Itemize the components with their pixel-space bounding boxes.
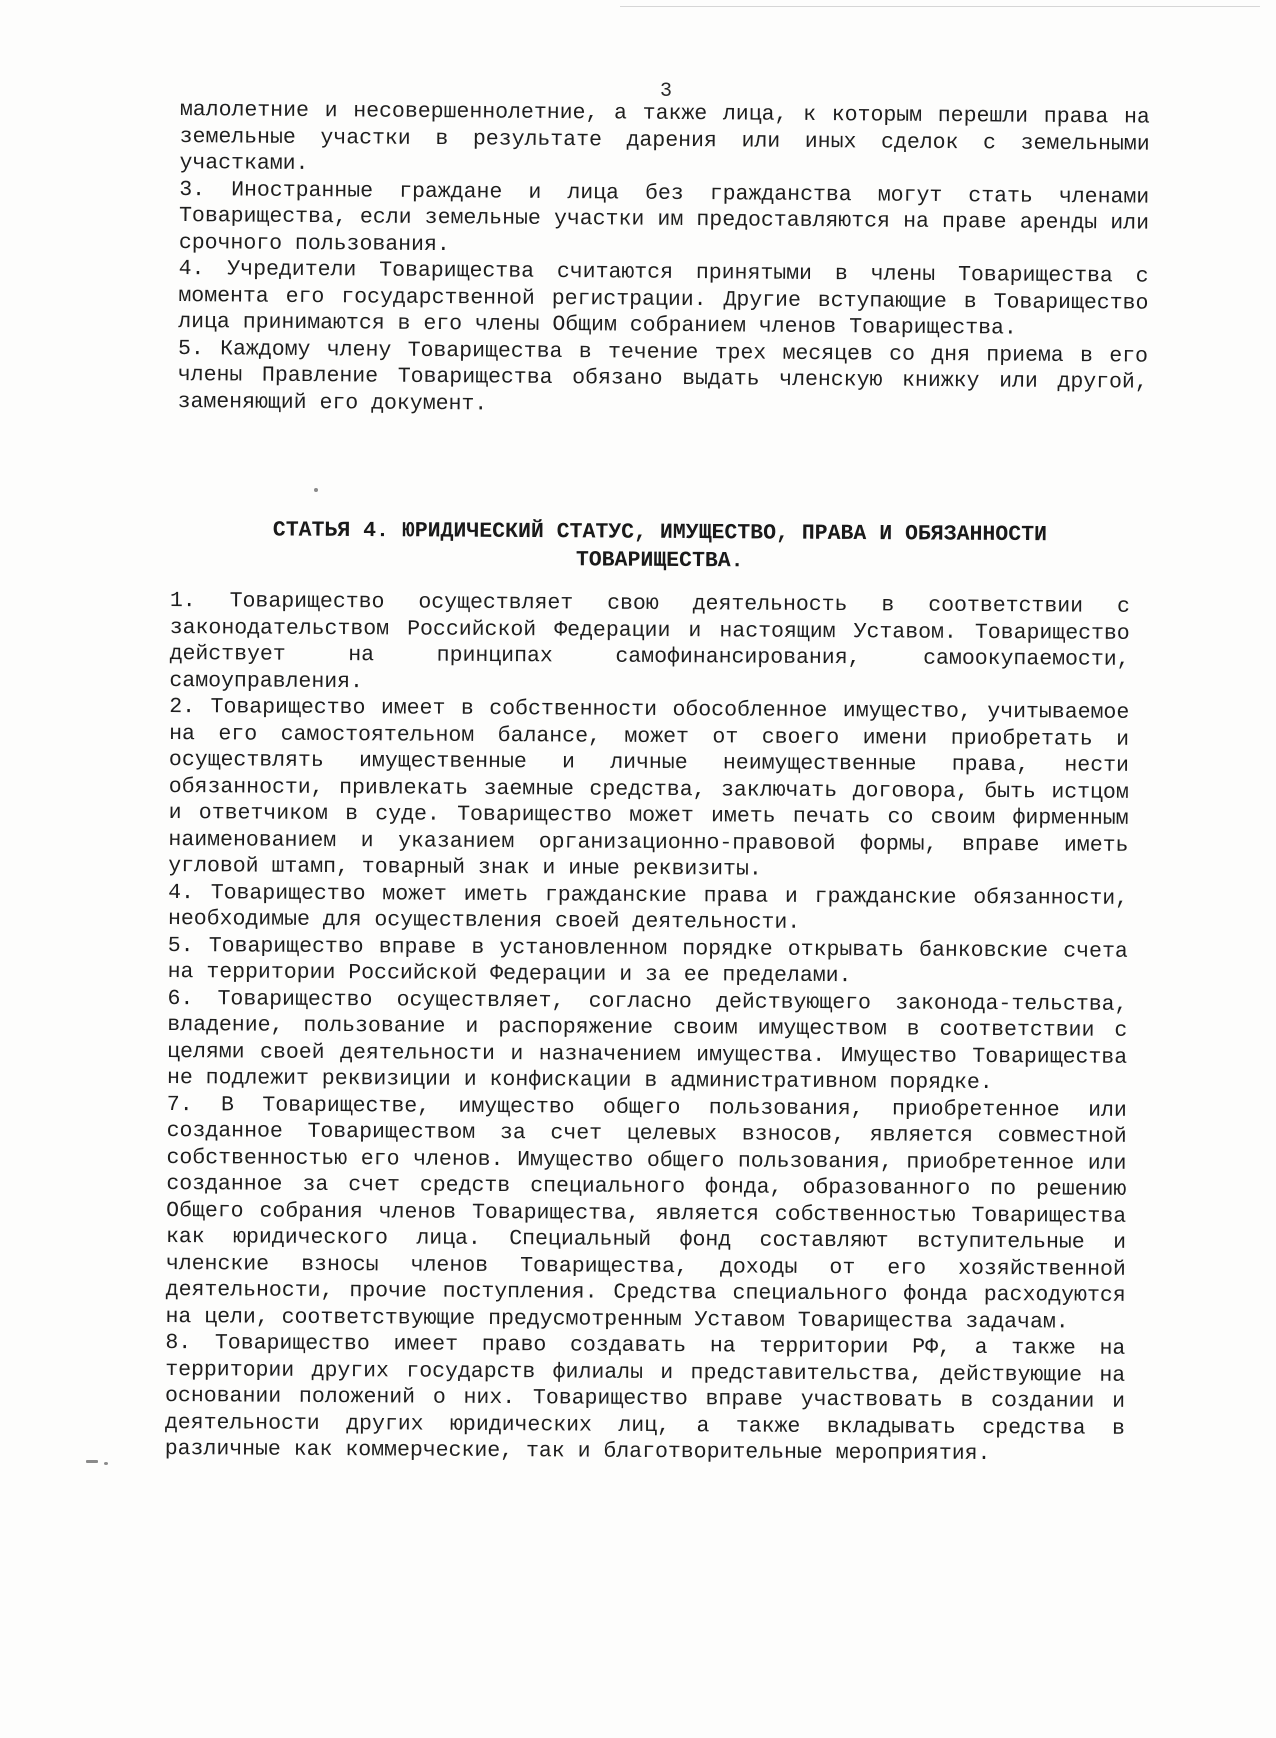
page-number: 3: [660, 80, 673, 103]
paragraph-5: 5. Каждому члену Товарищества в течение трех месяцев со дня приема в его члены Правление Товарищества обязано выдать членскую книжку или другой, заменяющий его документ.: [177, 336, 1149, 416]
article4-paragraph-7: 7. В Товариществе, имущество общего пользования, приобретенное или созданное Товариществом за счет целевых взносов, является совместной собственностью его членов. Имущество общего пользования, приобретенное или созданное за счет средств специального фонда, образованного по решению Общего собрания членов Товарищества, является собственностью Товарищества как юридического лица. Специальный фонд составляют вступительные и членские взносы членов Товарищества, доходы от его хозяйственной деятельности, прочие поступления. Средства специального фонда расходуются на цели, соответствующие предусмотренным Уставом Товарищества задачам.: [165, 1092, 1127, 1335]
article4-paragraph-5: 5. Товарищество вправе в установленном порядке открывать банковские счета на территории Российской Федерации и за ее пределами.: [167, 933, 1128, 989]
paragraph-continuation: малолетние и несовершеннолетние, а также лица, к которым перешли права на земельные участки в результате дарения или иных сделок с земельными участками.: [179, 97, 1150, 177]
paragraph-3: 3. Иностранные граждане и лица без гражданства могут стать членами Товарищества, если земельные участки им предоставляются на праве аренды или срочного пользования.: [178, 177, 1150, 257]
scan-dot: [314, 488, 318, 492]
section-title: СТАТЬЯ 4. ЮРИДИЧЕСКИЙ СТАТУС, ИМУЩЕСТВО, ПРАВА И ОБЯЗАННОСТИ ТОВАРИЩЕСТВА.: [272, 518, 1048, 574]
top-text-block: [178, 97, 1150, 423]
margin-mark: [86, 1460, 98, 1463]
article4-paragraph-8: 8. Товарищество имеет право создавать на территории РФ, а также на территории других государств филиалы и представительства, действующие на основании положений о них. Товарищество вправе участвовать в создании и деятельности других юридических лиц, а также вкладывать средства в различные как коммерческие, так и благотворительные мероприятия.: [164, 1330, 1126, 1467]
article4-paragraph-4: 4. Товарищество может иметь гражданские права и гражданские обязанности, необходимые для осуществления своей деятельности.: [167, 880, 1129, 935]
bottom-text-block: [165, 588, 1130, 1468]
article4-paragraph-1: 1. Товарищество осуществляет свою деятельность в соответствии с законодательством Российской Федерации и настоящим Уставом. Товарищество действует на принципах самофинансирования, самоокупаемости, самоуправления.: [169, 589, 1130, 694]
scan-edge-line: [620, 6, 1260, 7]
margin-mark: [104, 1462, 108, 1465]
article4-paragraph-2: 2. Товарищество имеет в собственности обособленное имущество, учитываемое на его самостоятельном балансе, может от своего имени приобретать и осуществлять имущественные и личные неимущественные права, нести обязанности, привлекать заемные средства, заключать договора, быть истцом и ответчиком в суде. Товарищество может иметь печать со своим фирменным наименованием и указанием организационно-правовой формы, вправе иметь угловой штамп, товарный знак и иные реквизиты.: [168, 694, 1130, 882]
article4-paragraph-6: 6. Товарищество осуществляет, согласно действующего законода-тельства, владение, пользование и распоряжение своим имуществом в соответствии с целями своей деятельности и назначением имущества. Имущество Товарищества не подлежит реквизиции и конфискации в административном порядке.: [166, 986, 1128, 1096]
paragraph-4: 4. Учредители Товарищества считаются принятыми в члены Товарищества с момента его государственной регистрации. Другие вступающие в Товарищество лица принимаются в его члены Общим собранием членов Товарищества.: [178, 256, 1149, 341]
